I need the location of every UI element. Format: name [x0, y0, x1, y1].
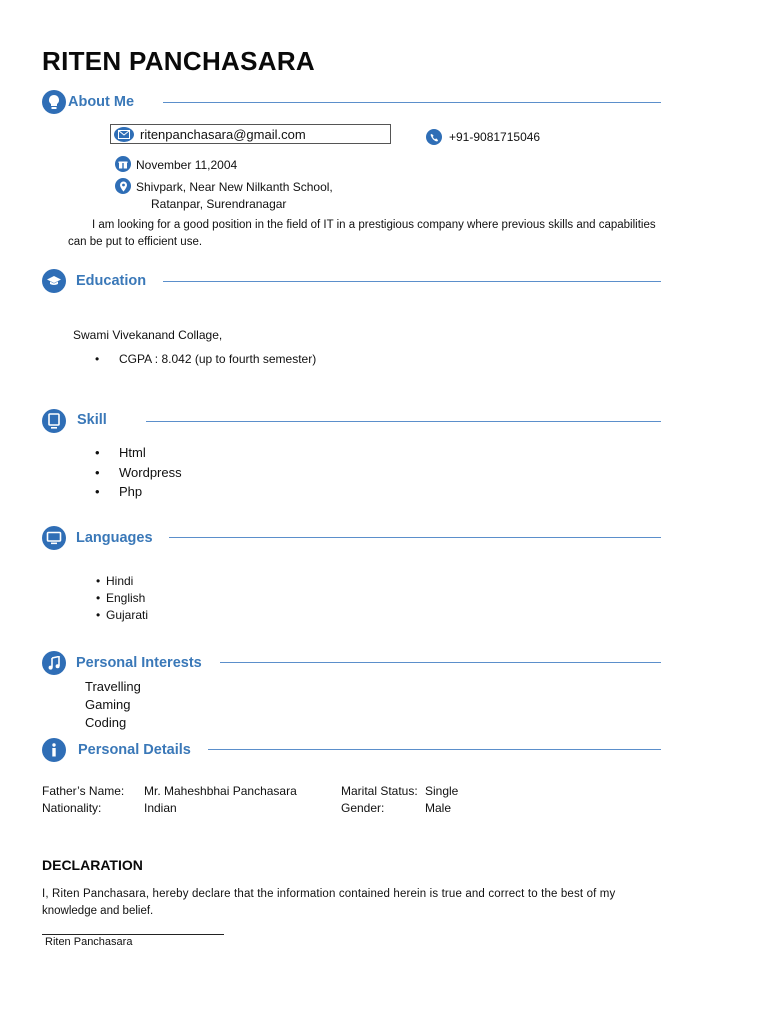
- section-title-details: Personal Details: [78, 742, 191, 758]
- phone-icon: [426, 129, 442, 145]
- declaration-line-2: knowledge and belief.: [42, 905, 154, 917]
- declaration-title: DECLARATION: [42, 857, 143, 873]
- list-item: Coding: [85, 715, 127, 730]
- father-label: Father’s Name:: [42, 784, 125, 798]
- gender-value: Male: [425, 801, 452, 815]
- section-divider: [208, 749, 661, 750]
- list-item: • Wordpress: [95, 464, 182, 480]
- languages-list: [96, 573, 148, 624]
- section-divider: [163, 281, 661, 282]
- address-line-2: Ratanpar, Surendranagar: [151, 197, 287, 211]
- list-item: Travelling: [85, 679, 141, 694]
- interests-list: [85, 678, 141, 732]
- gender-label: Gender:: [341, 801, 385, 815]
- skill-list: [95, 443, 182, 502]
- gift-icon: [115, 156, 131, 172]
- nationality-label: Nationality:: [42, 801, 102, 815]
- section-divider: [146, 421, 661, 422]
- section-title-about: About Me: [68, 94, 135, 110]
- list-item: • Hindi: [96, 574, 134, 588]
- section-title-interests: Personal Interests: [76, 655, 202, 671]
- address-line-1: Shivpark, Near New Nilkanth School,: [136, 180, 333, 194]
- dob-value: November 11,2004: [136, 158, 238, 172]
- section-title-education: Education: [76, 273, 147, 289]
- signature-name: Riten Panchasara: [45, 936, 133, 948]
- section-title-skill: Skill: [77, 412, 107, 428]
- list-item: • Gujarati: [96, 608, 149, 622]
- section-divider: [163, 102, 661, 103]
- resume-name: RITEN PANCHASARA: [42, 46, 315, 76]
- list-item: Gaming: [85, 697, 131, 712]
- objective-line-2: can be put to efficient use.: [68, 236, 203, 248]
- location-pin-icon: [115, 178, 131, 194]
- objective-line-1: I am looking for a good position in the field of IT in a prestigious company where previous skills and capabilities: [92, 219, 656, 231]
- list-item: • CGPA : 8.042 (up to fourth semester): [95, 352, 317, 366]
- monitor-icon: [42, 526, 66, 550]
- monitor-icon: [42, 409, 66, 433]
- declaration-line-1: I, Riten Panchasara, hereby declare that the information contained herein is true and correct to the best of my: [42, 888, 616, 900]
- music-note-icon: [42, 651, 66, 675]
- info-icon: [42, 738, 66, 762]
- marital-label: Marital Status:: [341, 784, 418, 798]
- list-item: • English: [96, 591, 146, 605]
- section-divider: [220, 662, 661, 663]
- email-value: ritenpanchasara@gmail.com: [140, 127, 306, 142]
- mail-icon: [114, 127, 134, 142]
- phone-value: +91-9081715046: [449, 130, 541, 144]
- section-divider: [169, 537, 661, 538]
- nationality-value: Indian: [144, 801, 177, 815]
- lightbulb-icon: [42, 90, 66, 114]
- list-item: • Php: [95, 484, 143, 499]
- education-list: [95, 352, 316, 366]
- father-value: Mr. Maheshbhai Panchasara: [144, 784, 297, 798]
- list-item: • Html: [95, 445, 146, 460]
- marital-value: Single: [425, 784, 459, 798]
- signature-line: [42, 934, 224, 935]
- education-institution: Swami Vivekanand Collage,: [73, 328, 223, 342]
- section-title-languages: Languages: [76, 530, 153, 546]
- graduation-cap-icon: [42, 269, 66, 293]
